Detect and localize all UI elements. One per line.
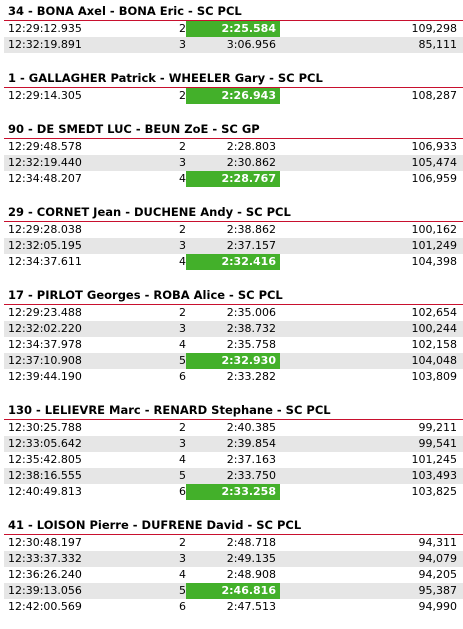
lap-speed: 108,287 [411, 89, 457, 102]
lap-speed: 94,079 [280, 551, 463, 567]
lap-clock-time: 12:38:16.555 [4, 468, 166, 484]
lap-table [4, 88, 463, 104]
lap-time: 2:48.718 [226, 536, 276, 549]
lap-time: 2:37.157 [186, 238, 280, 254]
lap-clock-time: 12:34:37.611 [8, 255, 82, 268]
lap-clock-time: 12:40:49.813 [8, 485, 82, 498]
lap-number: 3 [166, 37, 186, 53]
block-spacer [0, 187, 463, 201]
lap-clock-time: 12:34:48.207 [8, 172, 82, 185]
lap-time: 2:48.908 [226, 568, 276, 581]
lap-number: 5 [166, 583, 186, 599]
lap-clock-time: 12:32:19.891 [4, 37, 166, 53]
lap-time: 2:40.385 [226, 421, 276, 434]
lap-number: 2 [179, 536, 186, 549]
lap-speed: 94,990 [418, 600, 457, 613]
best-lap-time: 2:32.416 [186, 254, 280, 270]
lap-speed: 100,244 [280, 321, 463, 337]
lap-speed: 94,311 [418, 536, 457, 549]
lap-speed: 99,541 [280, 436, 463, 452]
lap-row [4, 21, 463, 37]
lap-number: 6 [179, 600, 186, 613]
lap-number: 4 [179, 255, 186, 268]
lap-clock-time: 12:34:37.978 [8, 338, 82, 351]
lap-clock-time: 12:32:19.440 [4, 155, 166, 171]
lap-speed: 95,387 [280, 583, 463, 599]
lap-clock-time: 12:29:48.578 [8, 140, 82, 153]
lap-row [4, 238, 463, 254]
lap-row [4, 321, 463, 337]
lap-clock-time: 12:37:10.908 [4, 353, 166, 369]
lap-number: 3 [166, 321, 186, 337]
crew-title: 90 - DE SMEDT LUC - BEUN ZoE - SC GP [8, 122, 260, 136]
lap-clock-time: 12:32:05.195 [4, 238, 166, 254]
lap-number: 4 [179, 338, 186, 351]
crew-block [0, 514, 463, 629]
crew-block [0, 118, 463, 201]
best-lap-time: 2:46.816 [186, 583, 280, 599]
lap-number: 2 [179, 223, 186, 236]
lap-row [4, 484, 463, 500]
block-spacer [0, 270, 463, 284]
lap-table [4, 305, 463, 385]
best-lap-time: 2:33.258 [186, 484, 280, 500]
lap-row [4, 305, 463, 321]
lap-speed: 106,959 [411, 172, 457, 185]
crew-block [0, 67, 463, 118]
lap-row [4, 599, 463, 615]
block-spacer [0, 385, 463, 399]
lap-clock-time: 12:29:23.488 [8, 306, 82, 319]
best-lap-time: 2:26.943 [186, 88, 280, 104]
lap-row [4, 155, 463, 171]
lap-speed: 109,298 [411, 22, 457, 35]
lap-number: 2 [179, 140, 186, 153]
lap-clock-time: 12:42:00.569 [8, 600, 82, 613]
lap-number: 4 [179, 172, 186, 185]
lap-time: 2:38.862 [226, 223, 276, 236]
lap-speed: 103,809 [411, 370, 457, 383]
lap-clock-time: 12:36:26.240 [8, 568, 82, 581]
lap-row [4, 551, 463, 567]
block-spacer [0, 615, 463, 629]
lap-time: 2:35.758 [226, 338, 276, 351]
lap-row [4, 37, 463, 53]
lap-number: 5 [166, 468, 186, 484]
best-lap-time: 2:25.584 [186, 21, 280, 37]
lap-time: 2:30.862 [186, 155, 280, 171]
lap-row [4, 567, 463, 583]
lap-time: 2:49.135 [186, 551, 280, 567]
crew-title: 29 - CORNET Jean - DUCHENE Andy - SC PCL [8, 205, 291, 219]
lap-row [4, 254, 463, 270]
lap-row [4, 171, 463, 187]
lap-number: 4 [179, 453, 186, 466]
lap-speed: 94,205 [418, 568, 457, 581]
lap-row [4, 222, 463, 238]
lap-speed: 102,654 [411, 306, 457, 319]
lap-speed: 104,398 [411, 255, 457, 268]
lap-clock-time: 12:30:25.788 [8, 421, 82, 434]
lap-number: 3 [166, 436, 186, 452]
lap-number: 2 [179, 22, 186, 35]
lap-clock-time: 12:39:44.190 [8, 370, 82, 383]
crew-title: 130 - LELIEVRE Marc - RENARD Stephane - SC PCL [8, 403, 331, 417]
lap-row [4, 139, 463, 155]
lap-row [4, 583, 463, 599]
lap-row [4, 535, 463, 551]
lap-time: 3:06.956 [186, 37, 280, 53]
lap-row [4, 452, 463, 468]
lap-row [4, 420, 463, 436]
lap-number: 6 [179, 370, 186, 383]
block-spacer [0, 53, 463, 67]
lap-time: 2:35.006 [226, 306, 276, 319]
lap-time: 2:38.732 [186, 321, 280, 337]
best-lap-time: 2:28.767 [186, 171, 280, 187]
lap-number: 4 [179, 568, 186, 581]
lap-number: 3 [166, 155, 186, 171]
best-lap-time: 2:32.930 [186, 353, 280, 369]
lap-speed: 85,111 [280, 37, 463, 53]
block-spacer [0, 500, 463, 514]
lap-speed: 103,825 [411, 485, 457, 498]
lap-clock-time: 12:32:02.220 [4, 321, 166, 337]
lap-time: 2:39.854 [186, 436, 280, 452]
lap-number: 2 [179, 306, 186, 319]
lap-speed: 105,474 [280, 155, 463, 171]
lap-time: 2:33.750 [186, 468, 280, 484]
lap-clock-time: 12:39:13.056 [4, 583, 166, 599]
lap-clock-time: 12:29:14.305 [8, 89, 82, 102]
lap-table [4, 222, 463, 270]
lap-table [4, 420, 463, 500]
lap-row [4, 468, 463, 484]
lap-table [4, 535, 463, 615]
lap-number: 2 [179, 421, 186, 434]
lap-clock-time: 12:33:37.332 [4, 551, 166, 567]
crew-title: 34 - BONA Axel - BONA Eric - SC PCL [8, 4, 242, 18]
lap-row [4, 353, 463, 369]
lap-clock-time: 12:29:28.038 [8, 223, 82, 236]
lap-number: 2 [179, 89, 186, 102]
lap-time: 2:33.282 [226, 370, 276, 383]
crew-block [0, 0, 463, 67]
crew-block [0, 399, 463, 514]
lap-table [4, 139, 463, 187]
lap-speed: 106,933 [411, 140, 457, 153]
lap-number: 5 [166, 353, 186, 369]
crew-block [0, 284, 463, 399]
lap-number: 6 [179, 485, 186, 498]
lap-speed: 103,493 [280, 468, 463, 484]
lap-speed: 101,245 [411, 453, 457, 466]
lap-time: 2:37.163 [226, 453, 276, 466]
lap-time: 2:28.803 [226, 140, 276, 153]
lap-number: 3 [166, 551, 186, 567]
lap-row [4, 436, 463, 452]
lap-speed: 101,249 [280, 238, 463, 254]
crew-title: 1 - GALLAGHER Patrick - WHEELER Gary - SC PCL [8, 71, 323, 85]
lap-row [4, 337, 463, 353]
lap-speed: 100,162 [411, 223, 457, 236]
lap-clock-time: 12:35:42.805 [8, 453, 82, 466]
lap-number: 3 [166, 238, 186, 254]
crew-title: 17 - PIRLOT Georges - ROBA Alice - SC PCL [8, 288, 283, 302]
lap-row [4, 88, 463, 104]
lap-time: 2:47.513 [226, 600, 276, 613]
lap-table [4, 21, 463, 53]
lap-clock-time: 12:30:48.197 [8, 536, 82, 549]
crew-block [0, 201, 463, 284]
lap-row [4, 369, 463, 385]
lap-speed: 102,158 [411, 338, 457, 351]
crew-title: 41 - LOISON Pierre - DUFRENE David - SC PCL [8, 518, 302, 532]
lap-speed: 99,211 [418, 421, 457, 434]
block-spacer [0, 104, 463, 118]
lap-clock-time: 12:29:12.935 [8, 22, 82, 35]
lap-clock-time: 12:33:05.642 [4, 436, 166, 452]
lap-speed: 104,048 [280, 353, 463, 369]
